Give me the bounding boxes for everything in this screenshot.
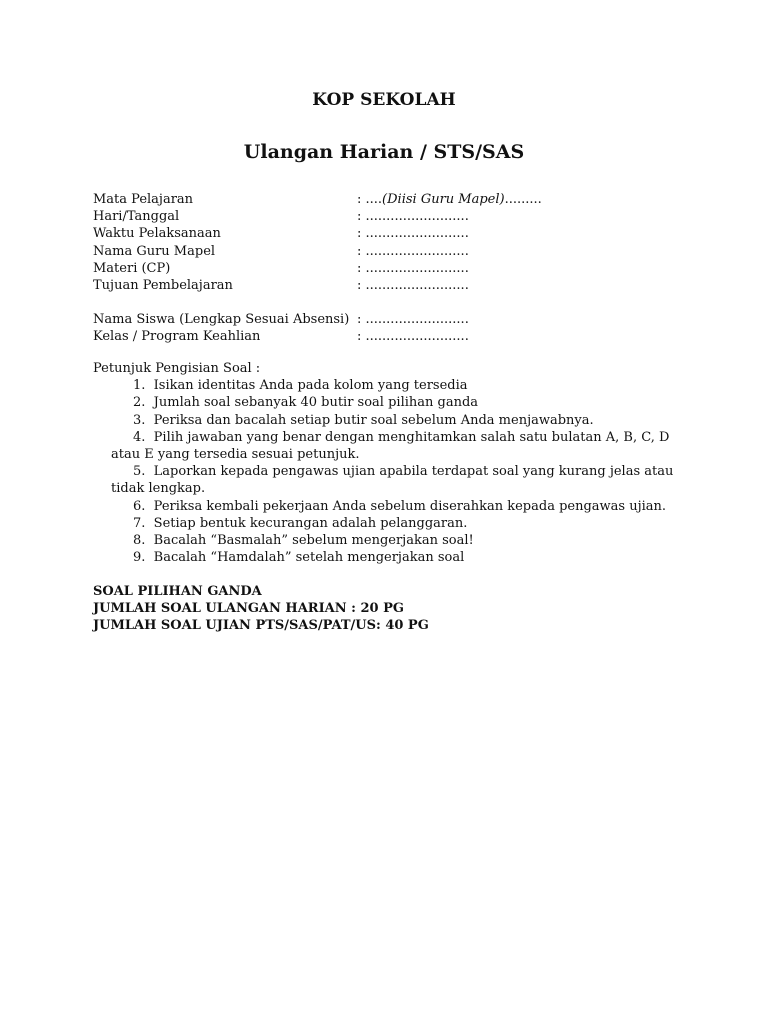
identity-row-teacher: [93, 243, 693, 260]
identity-row-subject: [93, 191, 693, 208]
identity-value: : .........................: [357, 277, 469, 293]
instruction-item: [93, 532, 683, 549]
identity-value-suffix: .........: [504, 192, 542, 207]
identity-value: : .........................: [357, 243, 469, 259]
student-identity-block: [93, 311, 693, 345]
identity-row-class: [93, 328, 693, 345]
instruction-item: [93, 498, 683, 515]
instruction-number: 2.: [133, 395, 146, 411]
instruction-text: Bacalah “Hamdalah” setelah mengerjakan soal: [153, 550, 465, 566]
instruction-item: [93, 549, 683, 566]
identity-label: Tujuan Pembelajaran: [93, 277, 233, 293]
instruction-item: [93, 412, 683, 429]
instruction-number: 1.: [133, 378, 146, 394]
instruction-number: 9.: [133, 550, 146, 566]
identity-row-objective: [93, 277, 693, 294]
identity-label: Mata Pelajaran: [93, 192, 194, 207]
question-summary: [93, 583, 693, 635]
instruction-number: 4.: [133, 429, 146, 445]
identity-label: Kelas / Program Keahlian: [93, 329, 261, 345]
instruction-item: [93, 394, 683, 411]
identity-value-prefix: : ....: [357, 192, 383, 207]
identity-label: Waktu Pelaksanaan: [93, 226, 221, 242]
summary-daily-test-count: JUMLAH SOAL ULANGAN HARIAN : 20 PG: [93, 601, 404, 617]
summary-exam-count: JUMLAH SOAL UJIAN PTS/SAS/PAT/US: 40 PG: [93, 618, 429, 634]
school-letterhead-title: KOP SEKOLAH: [312, 90, 456, 110]
identity-row-material: [93, 260, 693, 277]
instruction-text: Pilih jawaban yang benar dengan menghitamkan salah satu bulatan A, B, C, D atau E yang tersedia sesuai petunjuk.: [111, 429, 670, 463]
instruction-text: Bacalah “Basmalah” sebelum mengerjakan soal!: [153, 533, 474, 549]
identity-value: : .........................: [357, 329, 469, 345]
identity-label: Nama Siswa (Lengkap Sesuai Absensi): [93, 312, 350, 327]
identity-row-time: [93, 225, 693, 242]
instruction-text: Laporkan kepada pengawas ujian apabila terdapat soal yang kurang jelas atau tidak lengkap.: [111, 464, 674, 497]
identity-row-date: [93, 208, 693, 225]
identity-value: [357, 191, 542, 208]
instruction-number: 7.: [133, 515, 146, 531]
instruction-text: Isikan identitas Anda pada kolom yang tersedia: [153, 378, 468, 394]
instruction-text: Setiap bentuk kecurangan adalah pelanggaran.: [153, 515, 468, 531]
instructions-section: [93, 360, 683, 566]
instruction-item: [93, 463, 683, 497]
identity-value: : .........................: [357, 226, 469, 242]
exam-identity-block: [93, 191, 693, 294]
instruction-number: 3.: [133, 412, 146, 428]
identity-label: Materi (CP): [93, 260, 171, 276]
identity-value: : .........................: [357, 260, 469, 276]
instructions-heading: Petunjuk Pengisian Soal :: [93, 361, 261, 376]
identity-value: : .........................: [357, 312, 469, 327]
identity-value-hint: (Diisi Guru Mapel): [382, 192, 505, 207]
identity-row-student-name: [93, 311, 693, 328]
instruction-item: [93, 377, 683, 394]
identity-value: : .........................: [357, 209, 469, 225]
summary-question-type: SOAL PILIHAN GANDA: [93, 584, 262, 599]
instruction-number: 5.: [133, 464, 146, 480]
instruction-number: 6.: [133, 498, 146, 514]
instructions-list: [93, 377, 683, 566]
identity-label: Nama Guru Mapel: [93, 243, 216, 259]
instruction-text: Jumlah soal sebanyak 40 butir soal pilihan ganda: [153, 395, 479, 411]
exam-title: Ulangan Harian / STS/SAS: [243, 141, 525, 163]
instruction-item: [93, 515, 683, 532]
instruction-text: Periksa dan bacalah setiap butir soal sebelum Anda menjawabnya.: [153, 412, 594, 428]
instruction-item: [93, 429, 683, 463]
instruction-text: Periksa kembali pekerjaan Anda sebelum diserahkan kepada pengawas ujian.: [153, 498, 667, 514]
instruction-number: 8.: [133, 533, 146, 549]
identity-label: Hari/Tanggal: [93, 209, 180, 225]
